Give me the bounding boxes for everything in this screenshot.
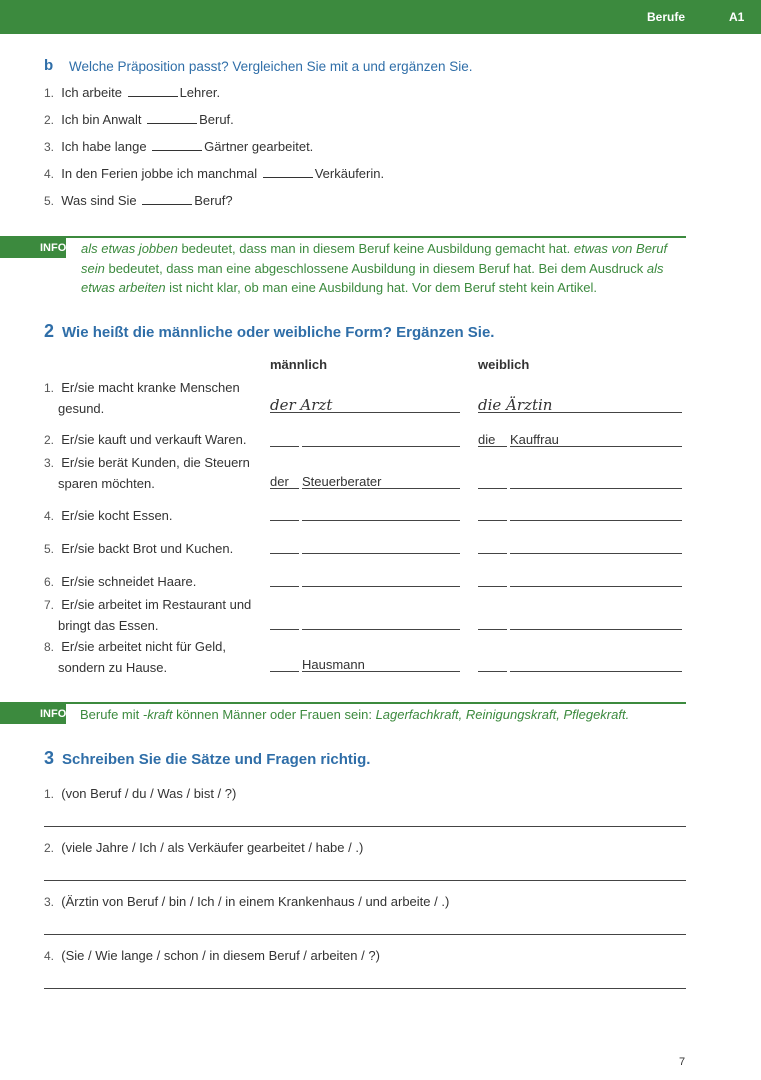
list-item: 2. Ich bin Anwalt Beruf. (44, 112, 234, 127)
answer-line[interactable] (44, 880, 686, 881)
blank-field[interactable] (128, 86, 178, 97)
list-item: 4. In den Ferien jobbe ich manchmal Verkäuferin. (44, 166, 385, 181)
page-number: 7 (679, 1056, 686, 1068)
exercise-instruction: Welche Präposition passt? Vergleichen Sie mit a und ergänzen Sie. (69, 59, 473, 74)
blank-field[interactable] (263, 167, 313, 178)
info-box (0, 702, 686, 724)
list-item: 1. Ich arbeite Lehrer. (44, 85, 221, 100)
chapter-title: Berufe (647, 10, 686, 24)
noun-line[interactable] (510, 671, 682, 672)
printed-answer: Hausmann (302, 657, 365, 672)
info-box (0, 236, 686, 300)
noun-line[interactable] (510, 586, 682, 587)
noun-line[interactable] (302, 629, 460, 630)
article-line[interactable] (270, 446, 299, 447)
noun-line[interactable] (302, 446, 460, 447)
article-line[interactable] (270, 629, 299, 630)
article-line[interactable] (478, 488, 507, 489)
table-row: 1. Er/sie macht kranke Menschen gesund. (44, 380, 240, 416)
noun-line[interactable] (302, 553, 460, 554)
info-tag: INFO (0, 238, 66, 258)
list-item: 4. (Sie / Wie lange / schon / in diesem Beruf / arbeiten / ?) (44, 948, 380, 963)
info-text: als etwas jobben bedeutet, dass man in diesem Beruf keine Ausbildung gemacht hat. etwas von Beruf sein bedeutet, dass man eine abgeschlossene Ausbildung in diesem Beruf hat. Bei dem Ausdruck als etwas arbeiten ist nicht klar, ob man eine Ausbildung hat. Vor dem Beruf steht kein Artikel. (81, 241, 668, 295)
level-badge: A1 (729, 10, 745, 24)
noun-line[interactable] (510, 488, 682, 489)
article-line[interactable] (270, 520, 299, 521)
info-text: Berufe mit -kraft können Männer oder Frauen sein: Lagerfachkraft, Reinigungskraft, Pflegekraft. (80, 707, 630, 722)
handwritten-answer: die Ärztin (478, 396, 553, 414)
section-heading: 2 Wie heißt die männliche oder weibliche Form? Ergänzen Sie. (44, 321, 495, 341)
noun-line[interactable] (510, 553, 682, 554)
info-tag: INFO (0, 704, 66, 724)
printed-answer: die (478, 432, 496, 447)
list-item: 2. (viele Jahre / Ich / als Verkäufer gearbeitet / habe / .) (44, 840, 364, 855)
table-row: 8. Er/sie arbeitet nicht für Geld, sondern zu Hause. (44, 639, 226, 675)
table-row: 3. Er/sie berät Kunden, die Steuern sparen möchten. (44, 455, 250, 491)
handwritten-answer: der Arzt (270, 396, 333, 414)
table-row: 5. Er/sie backt Brot und Kuchen. (44, 541, 234, 556)
column-header-male: männlich (270, 357, 328, 372)
noun-line[interactable] (302, 586, 460, 587)
article-line[interactable] (478, 520, 507, 521)
article-line[interactable] (478, 629, 507, 630)
printed-answer: Kauffrau (510, 432, 559, 447)
answer-line[interactable] (44, 934, 686, 935)
exercise-letter: b (44, 57, 54, 74)
list-item: 3. Ich habe lange Gärtner gearbeitet. (44, 139, 314, 154)
answer-line[interactable] (44, 826, 686, 827)
article-line[interactable] (270, 586, 299, 587)
section-heading: 3 Schreiben Sie die Sätze und Fragen richtig. (44, 748, 371, 768)
article-line[interactable] (270, 553, 299, 554)
list-item: 3. (Ärztin von Beruf / bin / Ich / in einem Krankenhaus / und arbeite / .) (44, 894, 450, 909)
noun-line[interactable] (302, 520, 460, 521)
printed-answer: Steuerberater (302, 474, 382, 489)
table-row: 4. Er/sie kocht Essen. (44, 508, 173, 523)
list-item: 1. (von Beruf / du / Was / bist / ?) (44, 786, 237, 801)
noun-line[interactable] (510, 520, 682, 521)
article-line[interactable] (478, 553, 507, 554)
answer-line[interactable] (44, 988, 686, 989)
list-item: 5. Was sind Sie Beruf? (44, 193, 233, 208)
blank-field[interactable] (147, 113, 197, 124)
article-line[interactable] (478, 586, 507, 587)
table-row: 6. Er/sie schneidet Haare. (44, 574, 197, 589)
table-row: 7. Er/sie arbeitet im Restaurant und bringt das Essen. (44, 597, 252, 633)
blank-field[interactable] (142, 194, 192, 205)
noun-line[interactable] (510, 629, 682, 630)
article-line[interactable] (270, 671, 299, 672)
column-header-female: weiblich (478, 357, 530, 372)
table-row: 2. Er/sie kauft und verkauft Waren. (44, 432, 247, 447)
header-bar (0, 0, 761, 34)
article-line[interactable] (478, 671, 507, 672)
blank-field[interactable] (152, 140, 202, 151)
printed-answer: der (270, 474, 289, 489)
